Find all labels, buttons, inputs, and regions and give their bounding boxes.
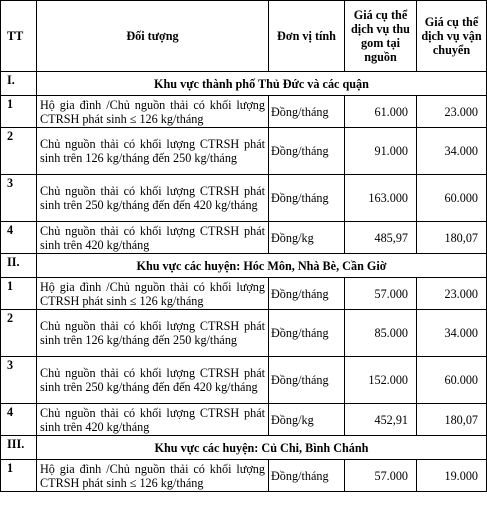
row-description: Chủ nguồn thải có khối lượng CTRSH phát sinh trên 420 kg/tháng	[37, 222, 269, 254]
row-van-chuyen-price: 60.000	[417, 175, 487, 222]
row-thu-gom-price: 57.000	[345, 460, 417, 492]
row-van-chuyen-price: 34.000	[417, 128, 487, 175]
row-van-chuyen-price: 23.000	[417, 278, 487, 310]
section-number: II.	[1, 254, 37, 278]
table-row	[1, 278, 487, 310]
section-title: Khu vực các huyện: Củ Chi, Bình Chánh	[37, 436, 487, 460]
row-number: 4	[1, 222, 37, 254]
header-thu-gom: Giá cụ thể dịch vụ thu gom tại nguồn	[345, 1, 417, 72]
section-row	[1, 72, 487, 96]
row-description: Hộ gia đình /Chủ nguồn thải có khối lượng CTRSH phát sinh ≤ 126 kg/tháng	[37, 278, 269, 310]
table-row	[1, 222, 487, 254]
row-thu-gom-price: 152.000	[345, 357, 417, 404]
row-van-chuyen-price: 180,07	[417, 222, 487, 254]
row-number: 2	[1, 310, 37, 357]
table-row	[1, 96, 487, 128]
header-don-vi: Đơn vị tính	[269, 1, 345, 72]
table-row	[1, 128, 487, 175]
row-number: 3	[1, 175, 37, 222]
row-thu-gom-price: 85.000	[345, 310, 417, 357]
row-thu-gom-price: 57.000	[345, 278, 417, 310]
row-unit: Đồng/tháng	[269, 175, 345, 222]
row-number: 3	[1, 357, 37, 404]
table-row	[1, 404, 487, 436]
section-title: Khu vực thành phố Thủ Đức và các quận	[37, 72, 487, 96]
row-number: 2	[1, 128, 37, 175]
row-thu-gom-price: 485,97	[345, 222, 417, 254]
row-van-chuyen-price: 23.000	[417, 96, 487, 128]
header-tt: TT	[1, 1, 37, 72]
row-thu-gom-price: 61.000	[345, 96, 417, 128]
section-title: Khu vực các huyện: Hóc Môn, Nhà Bè, Cần Giờ	[37, 254, 487, 278]
row-unit: Đồng/tháng	[269, 278, 345, 310]
row-van-chuyen-price: 34.000	[417, 310, 487, 357]
row-number: 1	[1, 460, 37, 492]
row-van-chuyen-price: 19.000	[417, 460, 487, 492]
row-number: 4	[1, 404, 37, 436]
row-number: 1	[1, 96, 37, 128]
row-thu-gom-price: 163.000	[345, 175, 417, 222]
row-description: Hộ gia đình /Chủ nguồn thải có khối lượng CTRSH phát sinh ≤ 126 kg/tháng	[37, 96, 269, 128]
row-unit: Đồng/tháng	[269, 128, 345, 175]
section-row	[1, 436, 487, 460]
row-unit: Đồng/kg	[269, 222, 345, 254]
row-van-chuyen-price: 180,07	[417, 404, 487, 436]
row-description: Hộ gia đình /Chủ nguồn thải có khối lượng CTRSH phát sinh ≤ 126 kg/tháng	[37, 460, 269, 492]
row-thu-gom-price: 452,91	[345, 404, 417, 436]
table-row	[1, 310, 487, 357]
row-van-chuyen-price: 60.000	[417, 357, 487, 404]
row-unit: Đồng/tháng	[269, 357, 345, 404]
row-thu-gom-price: 91.000	[345, 128, 417, 175]
row-description: Chủ nguồn thải có khối lượng CTRSH phát sinh trên 420 kg/tháng	[37, 404, 269, 436]
table-row	[1, 175, 487, 222]
row-description: Chủ nguồn thải có khối lượng CTRSH phát sinh trên 250 kg/tháng đến đến 420 kg/tháng	[37, 357, 269, 404]
row-unit: Đồng/kg	[269, 404, 345, 436]
section-number: I.	[1, 72, 37, 96]
table-row	[1, 460, 487, 492]
header-van-chuyen: Giá cụ thể dịch vụ vận chuyển	[417, 1, 487, 72]
row-description: Chủ nguồn thải có khối lượng CTRSH phát sinh trên 250 kg/tháng đến đến 420 kg/tháng	[37, 175, 269, 222]
row-unit: Đồng/tháng	[269, 310, 345, 357]
row-unit: Đồng/tháng	[269, 460, 345, 492]
row-number: 1	[1, 278, 37, 310]
row-description: Chủ nguồn thải có khối lượng CTRSH phát sinh trên 126 kg/tháng đến 250 kg/tháng	[37, 128, 269, 175]
row-description: Chủ nguồn thải có khối lượng CTRSH phát sinh trên 126 kg/tháng đến 250 kg/tháng	[37, 310, 269, 357]
table-row	[1, 357, 487, 404]
header-row	[1, 1, 487, 72]
row-unit: Đồng/tháng	[269, 96, 345, 128]
section-number: III.	[1, 436, 37, 460]
section-row	[1, 254, 487, 278]
header-doi-tuong: Đối tượng	[37, 1, 269, 72]
